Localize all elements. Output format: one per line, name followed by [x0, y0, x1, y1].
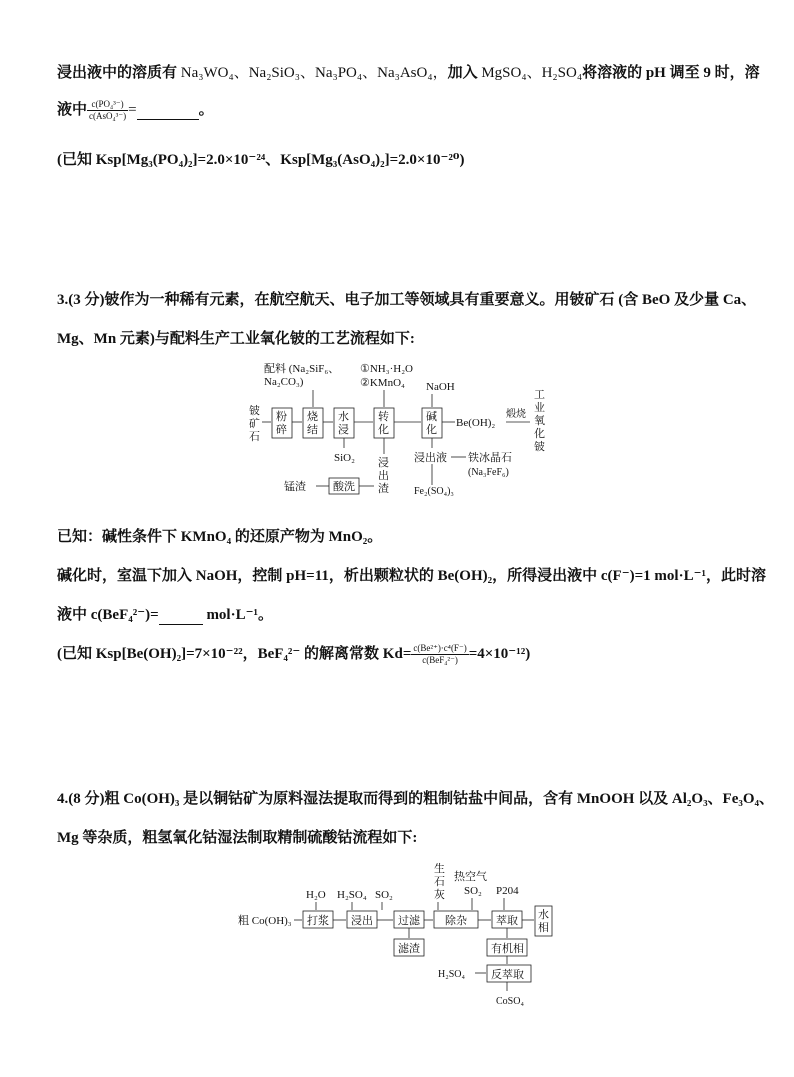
cobalt-flow-diagram [238, 858, 558, 1008]
leach-res-3: 渣 [378, 483, 389, 495]
step-filter-label: 过滤 [398, 915, 420, 927]
frac-den: c(AsO₄³⁻) [89, 111, 127, 122]
q4-line-2 [57, 826, 417, 847]
text: Mg、Mn 元素)与配料生产工业氧化铍的工艺流程如下: [57, 331, 415, 347]
kd-num: c(Be²⁺)·c⁴(F⁻) [413, 643, 467, 654]
leach-liquor-label: 浸出液 [414, 452, 447, 464]
text: 3.(3 分)铍作为一种稀有元素，在航空航天、电子加工等领域具有重要意义。用铍矿石 (含 BeO 及少量 Ca、 [57, 292, 757, 308]
p204-label: P204 [496, 885, 519, 897]
sio2-label: SiO₂ [334, 452, 355, 464]
lime-1: 生 [434, 863, 445, 875]
q3-line-4 [57, 603, 273, 625]
text: 将溶液的 pH 调至 9 时，溶 [582, 65, 760, 81]
h2so4-b-label: H₂SO₄ [438, 969, 465, 980]
coso4-label: CoSO₄ [496, 996, 524, 1007]
text: 已知：碱性条件下 KMnO₄ 的还原产物为 MnO₂。 [57, 529, 383, 545]
cryolite-label: 铁冰晶石 [468, 452, 512, 464]
organic-phase-label: 有机相 [491, 943, 524, 955]
text: 液中 c(BeF₄²⁻)= [57, 607, 159, 623]
product-4: 化 [534, 428, 545, 440]
step-water-leach-2: 浸 [338, 424, 349, 436]
step-leach-label: 浸出 [351, 915, 373, 927]
period: 。 [198, 102, 214, 118]
q3-line-1 [57, 288, 756, 309]
feed-label-1: 配料 (Na₂SiF₆、 [264, 363, 340, 375]
step-sinter-2: 结 [307, 424, 318, 436]
beryllium-flow-diagram [244, 360, 554, 508]
reagents: MgSO₄、H₂SO₄ [481, 65, 583, 81]
text: mol·L⁻¹。 [202, 607, 274, 623]
filter-residue-label: 滤渣 [398, 943, 420, 955]
product-1: 工 [534, 389, 545, 401]
q3-line-3 [57, 564, 766, 585]
ratio-fraction [87, 99, 128, 122]
prev-line-2 [57, 98, 214, 122]
q3-line-2 [57, 327, 415, 348]
text: 碱化时，室温下加入 NaOH，控制 pH=11，析出颗粒状的 Be(OH)₂，所得浸出液中 c(F⁻)=1 mol·L⁻¹，此时溶 [57, 568, 766, 584]
step-water-leach-1: 水 [338, 411, 349, 423]
cryolite-formula: (Na₃FeF₆) [468, 467, 509, 478]
leach-res-2: 出 [378, 470, 389, 482]
so2-label: SO₂ [375, 889, 393, 901]
h2so4-label: H₂SO₄ [337, 889, 367, 901]
ore-2: 矿 [249, 418, 260, 430]
product-3: 氧 [534, 415, 545, 427]
q3-known-2 [57, 642, 530, 666]
text: 加入 [447, 65, 482, 81]
lime-2: 石 [434, 876, 445, 888]
text: 浸出液中的溶质有 [57, 65, 181, 81]
text: 4.(8 分)粗 Co(OH)₃ 是以铜钴矿为原料湿法提取而得到的粗制钴盐中间品，含有 MnOOH 以及 Al₂O₃、Fe₃O₄、 [57, 791, 775, 807]
leach-res-1: 浸 [378, 457, 389, 469]
aq-1: 水 [538, 909, 549, 921]
step-grind-1: 粉 [276, 411, 287, 423]
product-2: 业 [534, 402, 545, 414]
step-alkalize-1: 碱 [426, 411, 437, 423]
frac-num: c(PO₄³⁻) [87, 99, 128, 111]
naoh-label: NaOH [426, 381, 455, 393]
text: Mg 等杂质，粗氢氧化钴湿法制取精制硫酸钴流程如下: [57, 830, 418, 846]
reagent-1: ①NH₃·H₂O [360, 363, 413, 375]
prev-line-1 [57, 61, 760, 82]
text: (已知 Ksp[Be(OH)₂]=7×10⁻²²，BeF₄²⁻ 的解离常数 Kd= [57, 646, 412, 662]
acid-wash-label: 酸洗 [333, 481, 355, 493]
step-convert-1: 转 [378, 411, 389, 423]
step-alkalize-2: 化 [426, 424, 437, 436]
lime-3: 灰 [434, 889, 445, 901]
step-remove-impurity-label: 除杂 [445, 915, 467, 927]
h2o-label: H₂O [306, 889, 326, 901]
step-grind-2: 碎 [276, 424, 287, 436]
feed-label-2: Na₂CO₃) [264, 376, 304, 388]
known-text: (已知 Ksp[Mg₃(PO₄)₂]=2.0×10⁻²⁴、Ksp[Mg₃(AsO₄)₂]=2.0×10⁻²⁰) [57, 152, 465, 168]
answer-blank[interactable] [137, 102, 199, 120]
ore-1: 铍 [249, 405, 260, 417]
beoh-label: Be(OH)₂ [456, 417, 496, 429]
step-strip-label: 反萃取 [491, 969, 524, 981]
kd-den: c(BeF₄²⁻) [422, 655, 458, 666]
step-sinter-1: 烧 [307, 411, 318, 423]
step-slurry-label: 打浆 [307, 915, 329, 927]
product-5: 铍 [534, 441, 545, 453]
hot-air-label: 热空气 [454, 871, 487, 883]
text: =4×10⁻¹²) [468, 646, 531, 662]
ore-3: 石 [249, 431, 260, 443]
mn-residue-label: 锰渣 [284, 481, 306, 493]
prev-known [57, 148, 464, 169]
kd-fraction [411, 643, 468, 666]
reagent-2: ②KMnO₄ [360, 377, 405, 389]
fe2so43-label: Fe₂(SO₄)₃ [414, 486, 454, 497]
answer-blank[interactable] [159, 607, 203, 625]
q3-known-1 [57, 525, 382, 546]
so2-b-label: SO₂ [464, 885, 482, 897]
feed-label: 粗 Co(OH)₃ [238, 915, 292, 927]
solutes: Na₃WO₄、Na₂SiO₃、Na₃PO₄、Na₃AsO₄， [180, 65, 448, 81]
q4-line-1 [57, 787, 774, 808]
step-convert-2: 化 [378, 424, 389, 436]
aq-2: 相 [538, 922, 549, 934]
calcine-label: 煅烧 [506, 409, 526, 420]
step-extract-label: 萃取 [496, 915, 518, 927]
equals: = [128, 102, 137, 118]
text: 液中 [57, 102, 88, 118]
